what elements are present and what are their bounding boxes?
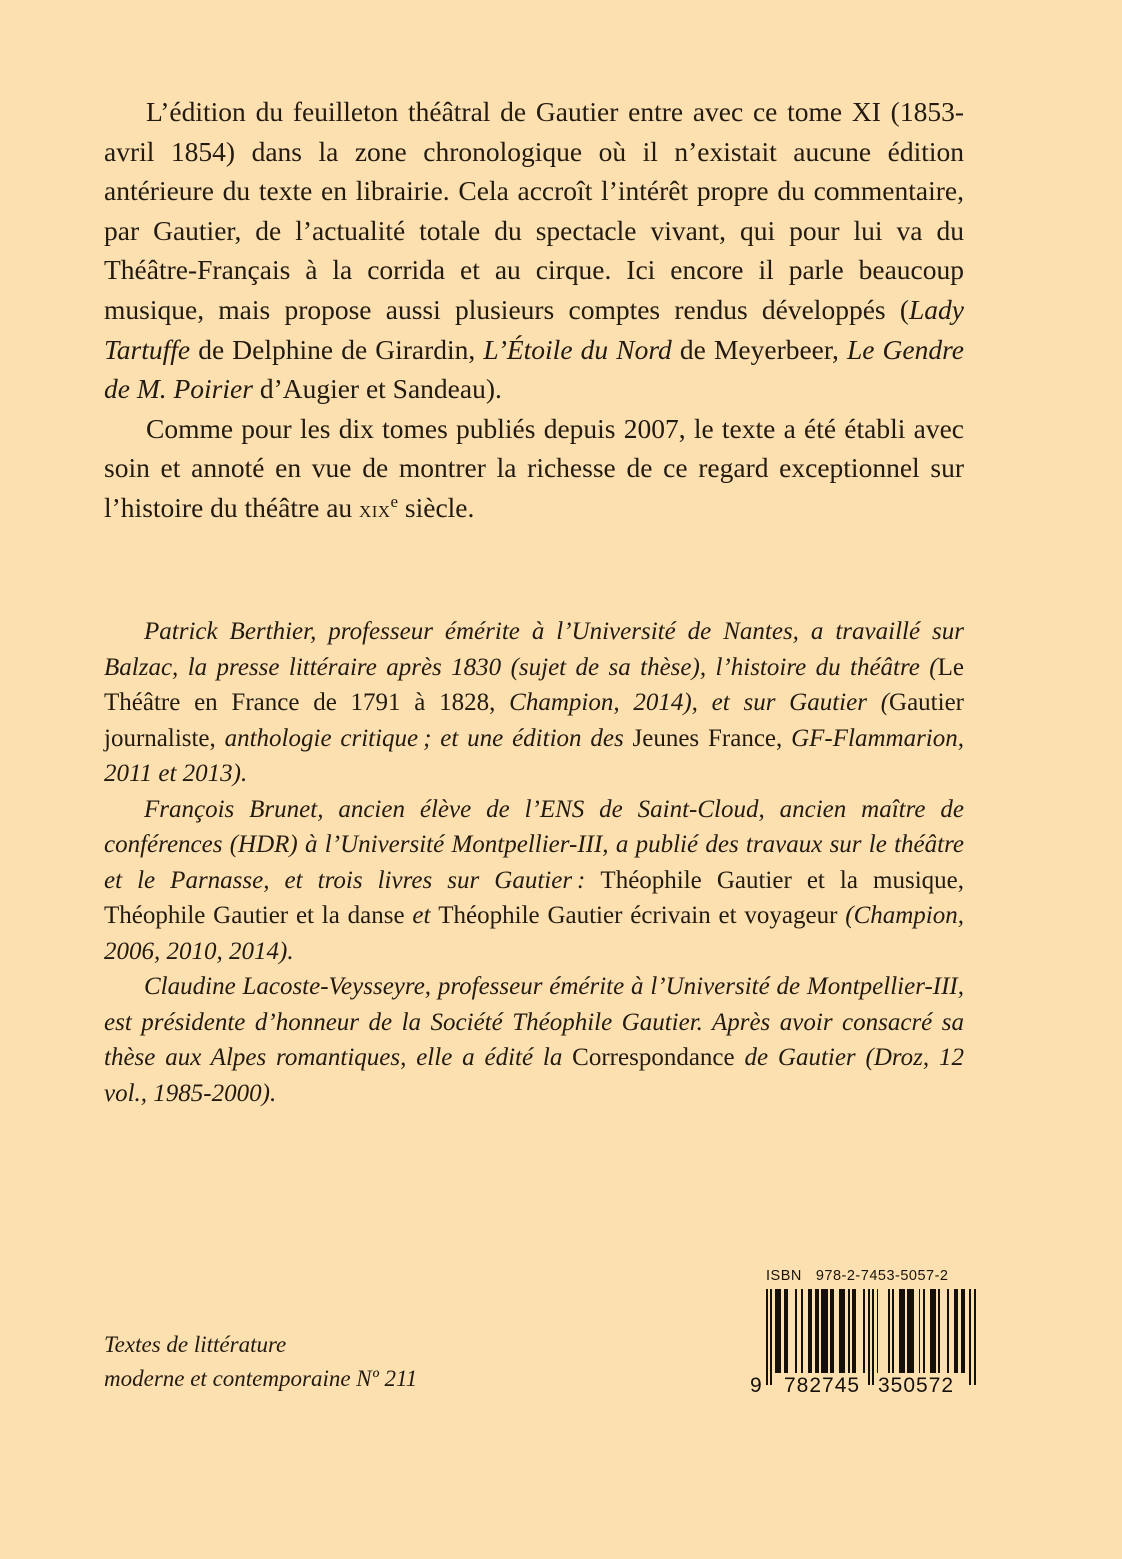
bio-lacoste-text-2: de Gautier (Droz, 12 vol., 1985-2000). — [104, 1044, 964, 1107]
bio-lacoste-work-1: Correspondance — [572, 1044, 735, 1071]
bio-berthier-text-1: , professeur émérite à l’Université de Nantes, a travaillé sur Balzac, la presse littéraire après 1830 (sujet de sa thèse), l’histoire du théâtre ( — [104, 618, 964, 681]
ean13-digits — [750, 1373, 976, 1397]
bio-brunet-text-1: , ancien élève de l’ENS de Saint-Cloud, ancien maître de conférences (HDR) à l’Université Montpellier-III, a publié des travaux sur le théâtre et le Parnasse, et trois livres sur Gautier : — [104, 795, 964, 894]
series-line-1: Textes de littérature — [104, 1332, 287, 1357]
barcode-wrap — [750, 1289, 976, 1407]
bio-berthier-text-4: GF-Flammarion, 2011 et 2013). — [104, 724, 964, 787]
author-biographies — [104, 614, 964, 1111]
title-gendre-de-m-poirier: Le Gendre de M. Poirier — [104, 333, 964, 405]
bio-berthier-work-1: Le Théâtre en France de 1791 à 1828, — [104, 653, 964, 716]
bio-brunet-text-2: et — [404, 902, 439, 929]
bio-brunet-work-1: Théophile Gautier et la musique, Théophile Gautier et la danse — [104, 866, 964, 929]
blurb-paragraph-2 — [104, 409, 964, 530]
bio-berthier-text-2: Champion, 2014), et sur Gautier ( — [495, 689, 890, 716]
blurb-p2-segment-1: Comme pour les dix tomes publiés depuis 2007, le texte a été établi avec soin et annoté en vue de montrer la richesse de ce regard exceptionnel sur l’histoire du théâtre au — [104, 412, 964, 523]
ean13-barcode — [766, 1289, 976, 1385]
isbn-block — [750, 1268, 976, 1407]
series-info — [104, 1328, 534, 1396]
ean-left-group: 782745 — [784, 1374, 861, 1397]
blurb-paragraph-1 — [104, 92, 964, 409]
bio-berthier-work-2: Gautier journaliste, — [104, 689, 964, 752]
blurb-p1-segment-3: de Meyerbeer, — [671, 333, 847, 365]
isbn-number: 978-2-7453-5057-2 — [815, 1268, 949, 1284]
isbn-label: ISBN — [766, 1268, 802, 1284]
ean-right-group: 350572 — [878, 1374, 955, 1397]
blurb-p1-segment-4: d’Augier et Sandeau). — [252, 373, 502, 405]
bio-brunet-work-2: Théophile Gautier écrivain et voyageur — [438, 902, 838, 929]
ean-lead-digit: 9 — [750, 1374, 763, 1397]
bio-brunet-text-3: (Champion, 2006, 2010, 2014). — [104, 902, 965, 965]
title-lady-tartuffe: Lady Tartuffe — [104, 293, 964, 365]
bio-berthier-name: Patrick Berthier — [144, 618, 311, 645]
isbn-label-row — [766, 1268, 976, 1284]
bio-brunet — [104, 792, 964, 970]
bio-lacoste — [104, 969, 964, 1111]
bio-berthier-work-3: Jeunes France, — [632, 724, 783, 752]
series-line-2: moderne et contemporaine Nº 211 — [104, 1366, 418, 1391]
blurb-text — [104, 92, 964, 530]
bio-brunet-name: François Brunet — [144, 795, 318, 823]
blurb-p1-segment-1: L’édition du feuilleton théâtral de Gautier entre avec ce tome XI (1853-avril 1854) dans la zone chronologique où il n’existait aucune édition antérieure du texte en librairie. Cela accroît l’intérêt propre du commentaire, par Gautier, de l’actualité totale du spectacle vivant, qui pour lui va du Théâtre-Français à la corrida et au cirque. Ici encore il parle beaucoup musique, mais propose aussi plusieurs comptes rendus développés ( — [104, 96, 964, 325]
century-numeral: xix — [359, 495, 391, 523]
bio-lacoste-name: Claudine Lacoste-Veysseyre — [144, 973, 425, 1000]
bio-berthier-text-3: anthologie critique ; et une édition des — [215, 724, 633, 752]
century-ordinal-suffix: e — [390, 491, 399, 511]
blurb-p1-segment-2: de Delphine de Girardin, — [190, 333, 484, 365]
bio-berthier — [104, 614, 964, 792]
bio-lacoste-text-1: , professeur émérite à l’Université de Montpellier-III, est présidente d’honneur de la Société Théophile Gautier. Après avoir consacré sa thèse aux Alpes romantiques, elle a édité la — [104, 973, 964, 1071]
blurb-p2-segment-2: siècle. — [398, 491, 475, 523]
title-etoile-du-nord: L’Étoile du Nord — [483, 333, 672, 365]
